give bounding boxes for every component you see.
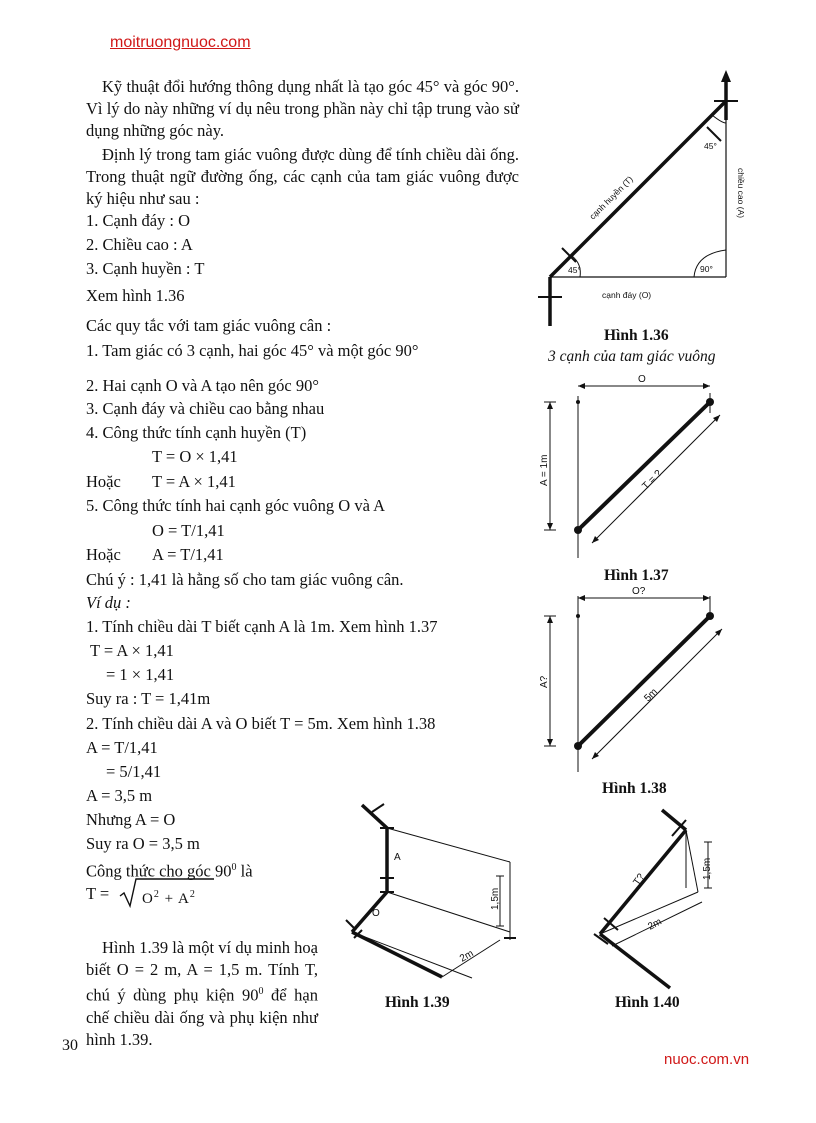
- arrow-up-icon: [721, 70, 731, 82]
- formula: A = T/1,41: [152, 545, 224, 564]
- rule-item: 5. Công thức tính hai cạnh góc vuông O và A: [86, 496, 386, 515]
- or-label: Hoặc: [86, 545, 121, 564]
- caption-1-38: Hình 1.38: [602, 780, 667, 797]
- caption-1-39: Hình 1.39: [385, 994, 450, 1011]
- see-figure: Xem hình 1.36: [86, 286, 185, 305]
- caption-1-36: Hình 1.36: [604, 327, 669, 344]
- svg-text:1,5m: 1,5m: [490, 887, 501, 910]
- formula: = 5/1,41: [106, 762, 162, 781]
- sqrt-lhs: T =: [86, 884, 110, 903]
- sqrt-body: $O^2 + A^2$: [142, 889, 196, 907]
- svg-text:2m: 2m: [458, 948, 476, 965]
- svg-text:T = ?: T = ?: [640, 468, 665, 493]
- paragraph-theorem: Định lý trong tam giác vuông được dùng để tính chiều dài ống. Trong thuật ngữ đường ống, các cạnh của tam giác vuông được ký hiệu như sau :: [86, 145, 519, 208]
- page-number: 30: [62, 1037, 78, 1054]
- hypotenuse-pipe: [550, 101, 726, 277]
- figure-1-39: [332, 800, 542, 990]
- svg-text:2m: 2m: [646, 916, 664, 933]
- example-heading: Ví dụ :: [86, 593, 131, 612]
- formula: Nhưng A = O: [86, 810, 176, 829]
- formula: T = A × 1,41: [152, 472, 236, 491]
- rule-item: 2. Hai cạnh O và A tạo nên góc 90°: [86, 376, 319, 395]
- svg-text:5m: 5m: [642, 686, 660, 705]
- hypotenuse-pipe: [578, 402, 710, 530]
- formula: Suy ra O = 3,5 m: [86, 834, 200, 853]
- svg-text:45°: 45°: [568, 265, 581, 275]
- formula: T = A × 1,41: [90, 641, 174, 660]
- svg-text:chiều cao (A): chiều cao (A): [736, 168, 746, 219]
- hypotenuse-pipe: [578, 616, 710, 746]
- figure-1-37: [530, 368, 740, 568]
- svg-text:A?: A?: [539, 675, 550, 688]
- paragraph-intro: Kỹ thuật đổi hướng thông dụng nhất là tạo góc 45° và góc 90°. Vì lý do này những ví dụ nêu trong phần này chỉ tập trung vào sử dụng những góc này.: [86, 77, 519, 140]
- side-item: 1. Cạnh đáy : O: [86, 211, 191, 230]
- subcaption-1-36: 3 cạnh của tam giác vuông: [548, 348, 716, 365]
- svg-text:O: O: [638, 374, 646, 385]
- formula: A = 3,5 m: [86, 786, 153, 805]
- rule-item: 4. Công thức tính cạnh huyền (T): [86, 423, 307, 442]
- caption-1-37: Hình 1.37: [604, 567, 669, 584]
- site-watermark[interactable]: moitruongnuoc.com: [110, 34, 251, 51]
- note: Chú ý : 1,41 là hằng số cho tam giác vuông cân.: [86, 570, 404, 589]
- formula: A = T/1,41: [86, 738, 158, 757]
- svg-text:1,5m: 1,5m: [702, 857, 713, 880]
- svg-text:cạnh huyền (T): cạnh huyền (T): [587, 173, 635, 222]
- formula: T = O × 1,41: [152, 447, 238, 466]
- svg-text:A = 1m: A = 1m: [539, 454, 550, 486]
- rule-item: 3. Cạnh đáy và chiều cao bằng nhau: [86, 399, 325, 418]
- footer-link[interactable]: nuoc.com.vn: [664, 1051, 750, 1068]
- figure-1-36: [538, 70, 758, 330]
- example-item: 2. Tính chiều dài A và O biết T = 5m. Xem hình 1.38: [86, 714, 436, 733]
- figure-1-40: [590, 806, 740, 990]
- formula-intro: Công thức cho góc $90^0$ là: [86, 861, 253, 881]
- svg-text:T?: T?: [631, 871, 648, 888]
- svg-text:90°: 90°: [700, 264, 713, 274]
- rule-item: 1. Tam giác có 3 cạnh, hai góc 45° và một góc 90°: [86, 341, 419, 360]
- result: Suy ra : T = 1,41m: [86, 689, 211, 708]
- paragraph-example-139: Hình 1.39 là một ví dụ minh hoạ biết O = 2 m, A = 1,5 m. Tính T, chú ý dùng phụ kiện $90^0$ để hạn chế chiều dài ống và phụ kiện như hình 1.39.: [86, 938, 318, 1049]
- svg-text:cạnh đáy (O): cạnh đáy (O): [602, 290, 652, 300]
- rules-title: Các quy tắc với tam giác vuông cân :: [86, 316, 332, 335]
- svg-text:O: O: [372, 908, 380, 919]
- formula: = 1 × 1,41: [106, 665, 175, 684]
- side-item: 2. Chiều cao : A: [86, 235, 193, 254]
- side-item: 3. Cạnh huyền : T: [86, 259, 205, 278]
- formula: O = T/1,41: [152, 521, 225, 540]
- example-item: 1. Tính chiều dài T biết cạnh A là 1m. Xem hình 1.37: [86, 617, 438, 636]
- svg-text:45°: 45°: [704, 141, 717, 151]
- caption-1-40: Hình 1.40: [615, 994, 680, 1011]
- svg-text:O?: O?: [632, 586, 646, 597]
- figure-1-38: [530, 582, 740, 782]
- or-label: Hoặc: [86, 472, 121, 491]
- svg-text:A: A: [394, 852, 401, 863]
